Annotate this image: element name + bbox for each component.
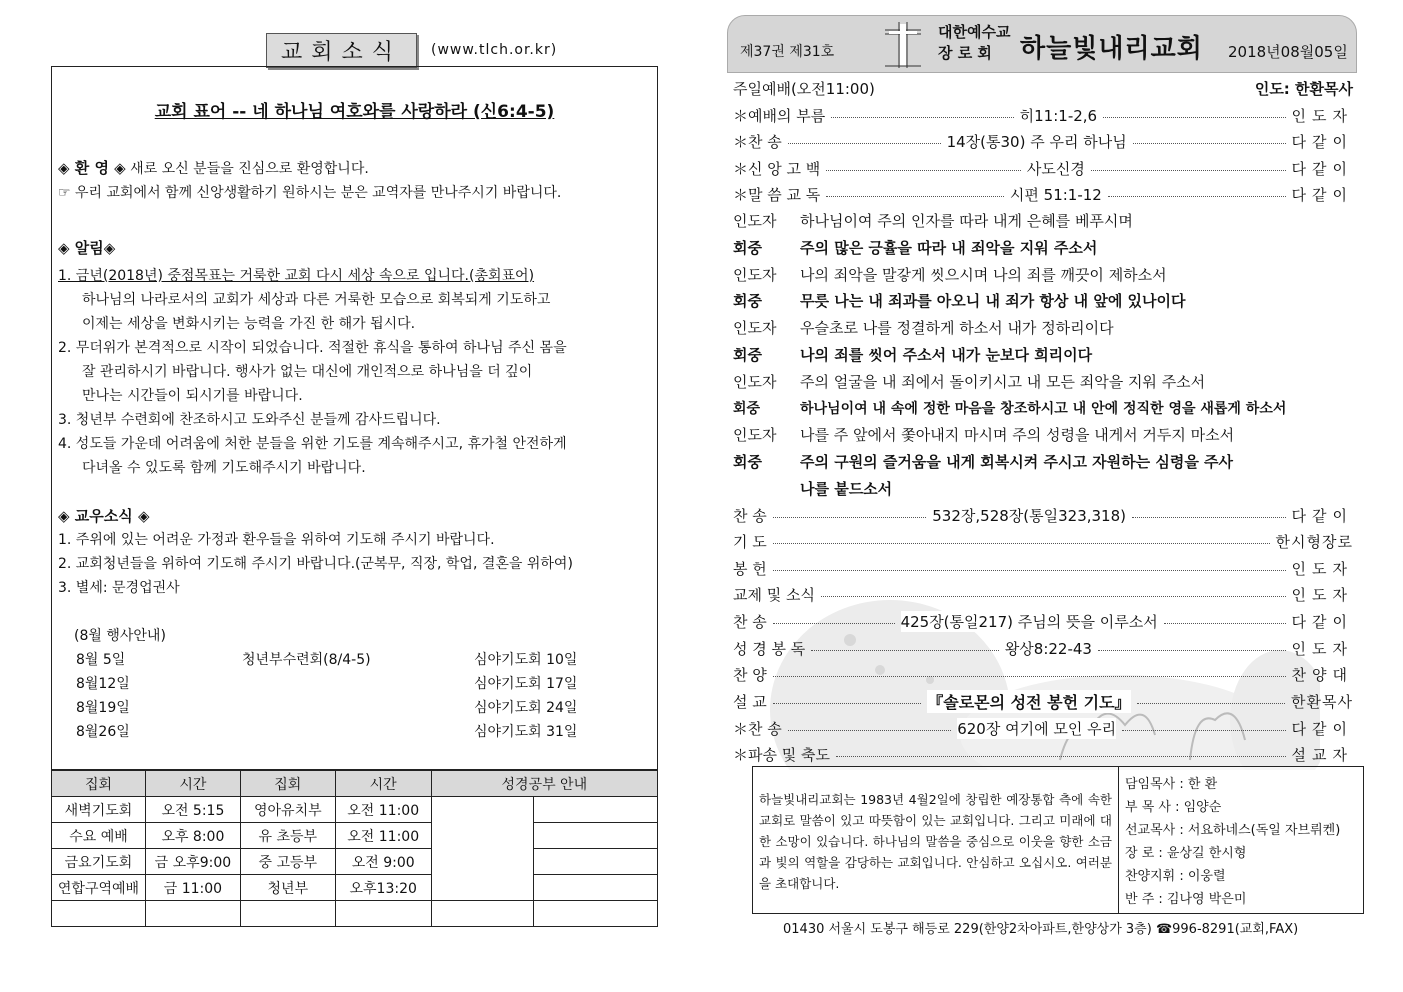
church-name: 하늘빛내리교회 (1020, 34, 1203, 64)
reading-text: 나를 주 앞에서 쫓아내지 마시며 주의 성령을 내게서 거두지 마소서 (800, 426, 1235, 444)
order-role: 다같이 (1291, 719, 1353, 738)
staff-entry: 선교목사 : 서요하네스(독일 자브뤼켄) (1125, 823, 1341, 838)
order-item (733, 742, 1353, 766)
event-date: 8월 5일 (76, 652, 126, 668)
table-cell (431, 901, 534, 927)
reader: 인도자 (733, 212, 777, 230)
reader: 인도자 (733, 426, 777, 444)
order-item (733, 503, 1353, 527)
order-detail: 히11:1-2,6 (1019, 106, 1098, 125)
welcome-text-2: ☞ 우리 교회에서 함께 신앙생활하기 원하시는 분은 교역자를 만나주시기 바랍니다. (58, 185, 562, 201)
table-cell (534, 901, 658, 927)
responsive-reading-line (733, 264, 1167, 285)
staff-entry: 담임목사 : 한 환 (1125, 777, 1218, 792)
reading-text: 나의 죄를 씻어 주소서 내가 눈보다 희리이다 (800, 346, 1093, 364)
order-label: ＊찬 송 (733, 719, 782, 738)
issue-date: 2018년08월05일 (1228, 43, 1348, 61)
bulletin-masthead (727, 15, 1357, 73)
order-role: 다같이 (1291, 185, 1353, 204)
order-label: 찬 양 (733, 665, 767, 684)
church-url[interactable]: (www.tlch.or.kr) (431, 42, 558, 58)
table-row (52, 797, 658, 823)
order-label: 봉 헌 (733, 559, 767, 578)
welcome-text: 새로 오신 분들을 진심으로 환영합니다. (130, 161, 369, 177)
member-news-line: 2. 교회청년들을 위하여 기도해 주시기 바랍니다.(군복무, 직장, 학업, 결혼을 위하여) (58, 556, 573, 572)
notice-title: ◈ 알림◈ (58, 239, 116, 257)
table-row (52, 901, 658, 927)
table-cell: 오후13:20 (335, 875, 431, 901)
reader: 회중 (733, 239, 762, 257)
responsive-reading-line (733, 398, 1286, 418)
table-row (52, 849, 658, 875)
notice-line: 하나님의 나라로서의 교회가 세상과 다른 거룩한 모습으로 회복되게 기도하고 (82, 292, 551, 308)
notice-line: 다녀올 수 있도록 함께 기도해주시기 바랍니다. (82, 460, 366, 476)
order-role: 한환목사 (1291, 692, 1353, 711)
news-header (266, 33, 557, 67)
reading-text: 우슬초로 나를 정결하게 하소서 내가 정하리이다 (800, 319, 1114, 337)
night-prayer: 심야기도회 17일 (474, 676, 578, 692)
table-cell: 새벽기도회 (52, 797, 146, 823)
notice-line: 만나는 시간들이 되시기를 바랍니다. (82, 388, 303, 404)
table-header-row (52, 771, 658, 797)
order-item (733, 529, 1353, 553)
member-news-line: 3. 별세: 문경업권사 (58, 580, 180, 596)
reader: 인도자 (733, 319, 777, 337)
order-item (733, 129, 1353, 153)
order-label: ＊파송 및 축도 (733, 745, 830, 764)
table-cell: 오전 11:00 (335, 797, 431, 823)
reading-text: 주의 많은 긍휼을 따라 내 죄악을 지워 주소서 (800, 239, 1098, 257)
table-cell: 오후 8:00 (145, 823, 240, 849)
table-cell: 금요기도회 (52, 849, 146, 875)
column-header: 시간 (145, 771, 240, 797)
table-cell: 청년부 (240, 875, 335, 901)
order-label: ＊찬 송 (733, 132, 782, 151)
table-cell: 유 초등부 (240, 823, 335, 849)
order-label: ＊예배의 부름 (733, 106, 826, 125)
order-label: 찬 송 (733, 506, 767, 525)
table-cell: 오전 11:00 (335, 823, 431, 849)
table-cell (534, 823, 658, 849)
responsive-reading-line (733, 317, 1114, 338)
order-item (733, 609, 1353, 633)
reading-text: 주의 구원의 즐거움을 내게 회복시켜 주시고 자원하는 심령을 주사 (800, 453, 1234, 471)
column-header: 시간 (335, 771, 431, 797)
table-cell: 오전 9:00 (335, 849, 431, 875)
event-date: 8월26일 (76, 724, 130, 740)
responsive-reading-line (733, 371, 1205, 392)
table-cell (534, 875, 658, 901)
table-cell: 금 오후9:00 (145, 849, 240, 875)
table-cell (52, 901, 146, 927)
notice-line: 1. 금년(2018년) 중점목표는 거룩한 교회 다시 세상 속으로 입니다.(총회표어) (58, 268, 535, 284)
responsive-reading-line (733, 451, 1233, 472)
church-news-box (51, 66, 658, 770)
staff-list (1125, 773, 1340, 911)
responsive-reading-line (733, 210, 1133, 231)
denomination-line: 대한예수교 (938, 23, 1011, 41)
notice-line: 3. 청년부 수련회에 찬조하시고 도와주신 분들께 감사드립니다. (58, 412, 441, 428)
reading-text: 하나님이여 내 속에 정한 마음을 창조하시고 내 안에 정직한 영을 새롭게 하소서 (800, 401, 1287, 417)
church-motto: 교회 표어 -- 네 하나님 여호와를 사랑하라 (신6:4-5) (154, 102, 555, 122)
order-item (733, 662, 1353, 686)
event-name: 청년부수련회(8/4-5) (242, 652, 371, 668)
welcome-title: ◈ 환 영 ◈ (58, 159, 126, 177)
order-item (733, 103, 1353, 127)
table-cell (534, 849, 658, 875)
order-detail: 14장(통30) 주 우리 하나님 (946, 132, 1127, 151)
church-introduction: 하늘빛내리교회는 1983년 4월2일에 창립한 예장통합 측에 속한 교회로 말씀이 있고 따뜻함이 있는 교회입니다. 그리고 미래에 대한 소망이 있습니다. 하나님의 말씀을 중심으로 이웃을 향한 소금과 빛의 역할을 감당하는 교회입니다. 안심하고 오십시오. 여러분을 초대합니다. (753, 767, 1119, 913)
order-detail: 사도신경 (1026, 159, 1085, 178)
responsive-reading-line (733, 478, 892, 499)
order-item (733, 156, 1353, 180)
staff-entry: 장 로 : 윤상길 한시형 (1125, 846, 1247, 861)
column-header: 집회 (52, 771, 146, 797)
reader: 인도자 (733, 266, 777, 284)
meeting-schedule-table (51, 770, 658, 927)
reading-text: 나를 붙드소서 (800, 480, 893, 498)
events-title: (8월 행사안내) (74, 628, 166, 644)
church-info-box (752, 766, 1364, 914)
night-prayer: 심야기도회 10일 (474, 652, 578, 668)
church-address: 01430 서울시 도봉구 해등로 229(한양2차아파트,한양상가 3층) ☎996-8291(교회,FAX) (783, 922, 1299, 937)
order-role: 인도자 (1291, 106, 1353, 125)
table-cell: 오전 5:15 (145, 797, 240, 823)
service-line (733, 78, 1353, 99)
order-label: 교제 및 소식 (733, 585, 815, 604)
reader: 회중 (733, 401, 761, 417)
notice-line: 2. 무더위가 본격적으로 시작이 되었습니다. 적절한 휴식을 통하여 하나님 주신 몸을 (58, 340, 567, 356)
order-item (733, 689, 1353, 713)
table-cell: 금 11:00 (145, 875, 240, 901)
order-role: 다같이 (1291, 132, 1353, 151)
responsive-reading-line (733, 424, 1234, 445)
order-role: 다같이 (1291, 612, 1354, 631)
night-prayer: 심야기도회 24일 (474, 700, 578, 716)
order-item (733, 636, 1353, 660)
table-cell (335, 901, 431, 927)
reading-text: 주의 얼굴을 내 죄에서 돌이키시고 내 모든 죄악을 지워 주소서 (800, 373, 1206, 391)
reading-text: 하나님이여 주의 인자를 따라 내게 은혜를 베푸시며 (800, 212, 1133, 230)
news-title: 교회소식 (266, 33, 417, 68)
event-date: 8월12일 (76, 676, 130, 692)
reading-text: 무릇 나는 내 죄과를 아오니 내 죄가 항상 내 앞에 있나이다 (800, 292, 1186, 310)
staff-entry: 찬양지휘 : 이웅렬 (1125, 869, 1226, 884)
order-role: 인도자 (1291, 639, 1354, 658)
order-label: ＊신 앙 고 백 (733, 159, 821, 178)
order-role: 인도자 (1291, 559, 1353, 578)
order-label: 설 교 (733, 692, 767, 711)
order-label: 기 도 (733, 532, 767, 551)
staff-entry: 반 주 : 김나영 박은미 (1125, 892, 1247, 907)
service-name: 주일예배(오전11:00) (733, 80, 875, 98)
event-date: 8월19일 (76, 700, 130, 716)
church-cross-icon (883, 20, 923, 70)
member-news-title: ◈ 교우소식 ◈ (58, 507, 150, 525)
order-item (733, 182, 1353, 206)
reader: 회중 (733, 346, 762, 364)
service-leader: 인도: 한환목사 (1254, 80, 1353, 98)
member-news-line: 1. 주위에 있는 어려운 가정과 환우들을 위하여 기도해 주시기 바랍니다. (58, 532, 495, 548)
order-label: 찬 송 (733, 612, 767, 631)
order-label: 성 경 봉 독 (733, 639, 806, 658)
column-header: 집회 (240, 771, 335, 797)
table-cell (240, 901, 335, 927)
order-item (733, 716, 1353, 740)
table-cell (145, 901, 240, 927)
order-detail: 425장(통일217) 주님의 뜻을 이루소서 (900, 612, 1158, 631)
reader: 회중 (733, 453, 762, 471)
table-cell: 수요 예배 (52, 823, 146, 849)
denomination-line: 장 로 회 (938, 44, 992, 62)
order-label: ＊말 씀 교 독 (733, 185, 821, 204)
table-cell (534, 797, 658, 823)
order-role: 다같이 (1291, 159, 1353, 178)
denomination (938, 22, 1010, 64)
night-prayer: 심야기도회 31일 (474, 724, 578, 740)
order-detail: 시편 51:1-12 (1009, 185, 1102, 204)
order-role: 설교자 (1291, 745, 1353, 764)
notice-line: 이제는 세상을 변화시키는 능력을 가진 한 해가 됩시다. (82, 316, 416, 332)
reading-text: 나의 죄악을 말갛게 씻으시며 나의 죄를 깨끗이 제하소서 (800, 266, 1167, 284)
reader: 회중 (733, 292, 762, 310)
volume-number: 제37권 제31호 (740, 44, 835, 60)
table-cell: 영아유치부 (240, 797, 335, 823)
staff-entry: 부 목 사 : 임양순 (1125, 800, 1222, 815)
notice-line: 4. 성도들 가운데 어려움에 처한 분들을 위한 기도를 계속해주시고, 휴가철 안전하게 (58, 436, 567, 452)
order-detail: 532장,528장(통일323,318) (932, 506, 1126, 525)
order-role: 찬양대 (1291, 665, 1353, 684)
table-row (52, 823, 658, 849)
sermon-title: 『솔로몬의 성전 봉헌 기도』 (927, 690, 1130, 713)
order-detail: 620장 여기에 모인 우리 (957, 719, 1117, 738)
responsive-reading-line (733, 237, 1097, 258)
order-role: 한시형장로 (1275, 532, 1353, 551)
table-cell (431, 797, 534, 901)
order-detail: 왕상8:22-43 (1004, 639, 1092, 658)
table-cell: 중 고등부 (240, 849, 335, 875)
responsive-reading-line (733, 290, 1186, 311)
reader: 인도자 (733, 373, 777, 391)
order-role: 인도자 (1291, 585, 1353, 604)
table-row (52, 875, 658, 901)
table-cell: 연합구역예배 (52, 875, 146, 901)
order-item (733, 556, 1353, 580)
welcome-line (58, 157, 369, 178)
notice-line: 잘 관리하시기 바랍니다. 행사가 없는 대신에 개인적으로 하나님을 더 깊이 (82, 364, 533, 380)
column-header: 성경공부 안내 (431, 771, 657, 797)
order-item (733, 582, 1353, 606)
responsive-reading-line (733, 344, 1092, 365)
order-role: 다같이 (1291, 506, 1353, 525)
